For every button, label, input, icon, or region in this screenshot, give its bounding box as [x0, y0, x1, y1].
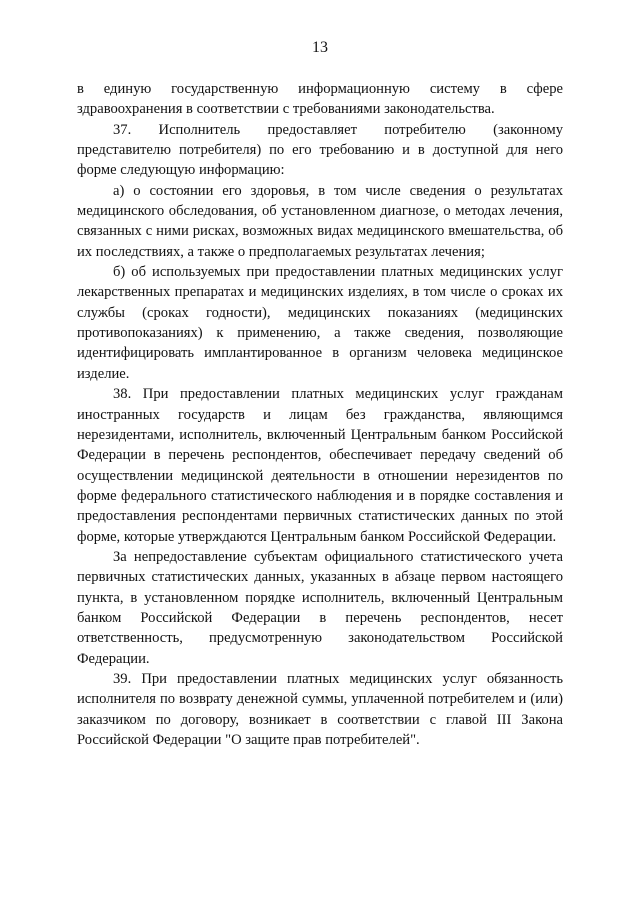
paragraph-clause-38-liability: За непредоставление субъектам официального статистического учета первичных статистических данных, указанных в абзаце первом настоящего пункта, в установленном порядке исполнитель, включенный Центральным банком Российской Федерации в перечень респондентов, несет ответственность, предусмотренную законодательством Российской Федерации. [77, 548, 563, 667]
paragraph-clause-37: 37. Исполнитель предоставляет потребителю (законному представителю потребителя) по его требованию и в доступной для него форме следующую информацию: [77, 121, 563, 179]
paragraph-clause-38: 38. При предоставлении платных медицинских услуг гражданам иностранных государств и лицам без гражданства, являющимся нерезидентами, исполнитель, включенный Центральным банком Российской Федерации в перечень респондентов, обеспечивает передачу сведений об осуществлении медицинской деятельности в отношении нерезидентов по форме федерального статистического наблюдения и в порядке составления и предоставления респондентами первичных статистических данных по этой форме, которые утверждаются Центральным банком Российской Федерации. [77, 386, 563, 545]
paragraph-continuation: в единую государственную информационную систему в сфере здравоохранения в соответствии с требованиями законодательства. [77, 81, 563, 118]
page-number: 13 [312, 39, 328, 56]
paragraph-clause-37-b: б) об используемых при предоставлении платных медицинских услуг лекарственных препаратах и медицинских изделиях, в том числе о сроках их службы (сроках годности), медицинских показаниях (медицинских противопоказаниях) к применению, а также сведения, позволяющие идентифицировать имплантированное в организм человека медицинское изделие. [77, 264, 563, 382]
document-body [77, 79, 563, 750]
paragraph-clause-39: 39. При предоставлении платных медицинских услуг обязанность исполнителя по возврату денежной суммы, уплаченной потребителем и (или) заказчиком по договору, возникает в соответствии с главой III Закона Российской Федерации "О защите прав потребителей". [77, 670, 563, 748]
paragraph-clause-37-a: а) о состоянии его здоровья, в том числе сведения о результатах медицинского обследования, об установленном диагнозе, о методах лечения, связанных с ними рисках, возможных видах медицинского вмешательства, об их последствиях, а также о предполагаемых результатах лечения; [77, 182, 563, 260]
